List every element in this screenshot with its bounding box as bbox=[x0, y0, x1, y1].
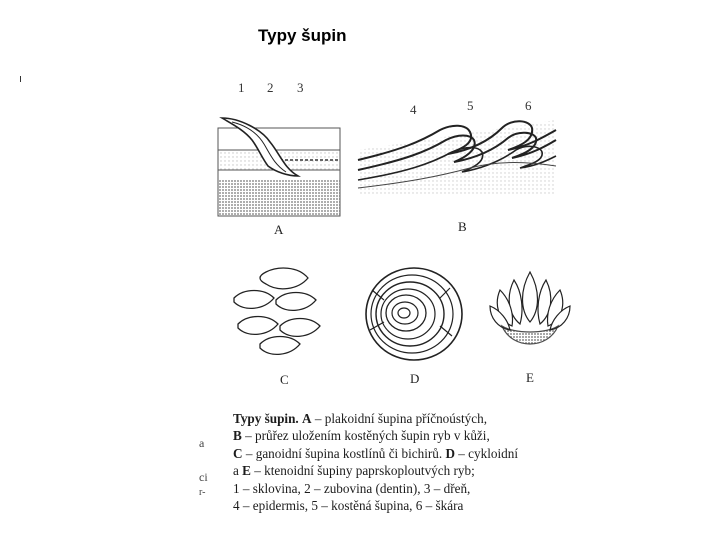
label-3: 3 bbox=[297, 80, 304, 95]
caption-text-c: – ganoidní šupina kostlínů či bichirů. bbox=[245, 445, 443, 461]
caption-key-a: A bbox=[302, 411, 312, 426]
caption-heading: Typy šupin. bbox=[233, 411, 299, 426]
caption-conj: a bbox=[233, 463, 239, 479]
label-6: 6 bbox=[525, 98, 532, 113]
caption-key-b: B bbox=[233, 428, 242, 444]
edge-fragment-ci: ci bbox=[199, 470, 208, 484]
panel-e-ctenoid-scale bbox=[490, 272, 570, 344]
panel-b-cross-section bbox=[358, 120, 556, 196]
panel-label-a: A bbox=[274, 222, 284, 237]
caption-key-e: E bbox=[242, 463, 251, 479]
caption-key-c: C bbox=[233, 445, 243, 461]
figure-caption bbox=[233, 410, 593, 514]
caption-line-3 bbox=[233, 445, 593, 462]
label-4: 4 bbox=[410, 102, 417, 117]
label-2: 2 bbox=[267, 80, 274, 95]
caption-text-e: – ktenoidní šupiny paprskoploutvých ryb; bbox=[254, 463, 475, 479]
panel-label-e: E bbox=[526, 370, 534, 385]
caption-text-a: – plakoidní šupina příčnoústých, bbox=[314, 411, 488, 426]
caption-text-d: – cykloidní bbox=[458, 445, 518, 461]
caption-line-1 bbox=[233, 410, 593, 427]
label-1: 1 bbox=[238, 80, 245, 95]
edge-fragment-a: a bbox=[199, 436, 205, 450]
panel-label-d: D bbox=[410, 371, 420, 386]
caption-text-b: – průřez uložením kostěných šupin ryb v kůži, bbox=[245, 428, 490, 444]
caption-line-5: 1 – sklovina, 2 – zubovina (dentin), 3 – dřeň, bbox=[233, 480, 471, 496]
label-5: 5 bbox=[467, 98, 474, 113]
caption-line-6: 4 – epidermis, 5 – kostěná šupina, 6 – škára bbox=[233, 498, 464, 514]
panel-label-b: B bbox=[458, 219, 467, 234]
panel-c-ganoid-scales bbox=[234, 268, 320, 354]
edge-fragment-dash: r- bbox=[199, 487, 206, 498]
caption-line-4 bbox=[233, 462, 593, 479]
caption-key-d: D bbox=[445, 445, 455, 461]
caption-line-2 bbox=[233, 427, 593, 444]
slide-title: Typy šupin bbox=[258, 26, 347, 45]
panel-a-placoid-scale bbox=[218, 118, 340, 216]
panel-d-cycloid-scale bbox=[366, 268, 462, 360]
panel-label-c: C bbox=[280, 372, 289, 387]
